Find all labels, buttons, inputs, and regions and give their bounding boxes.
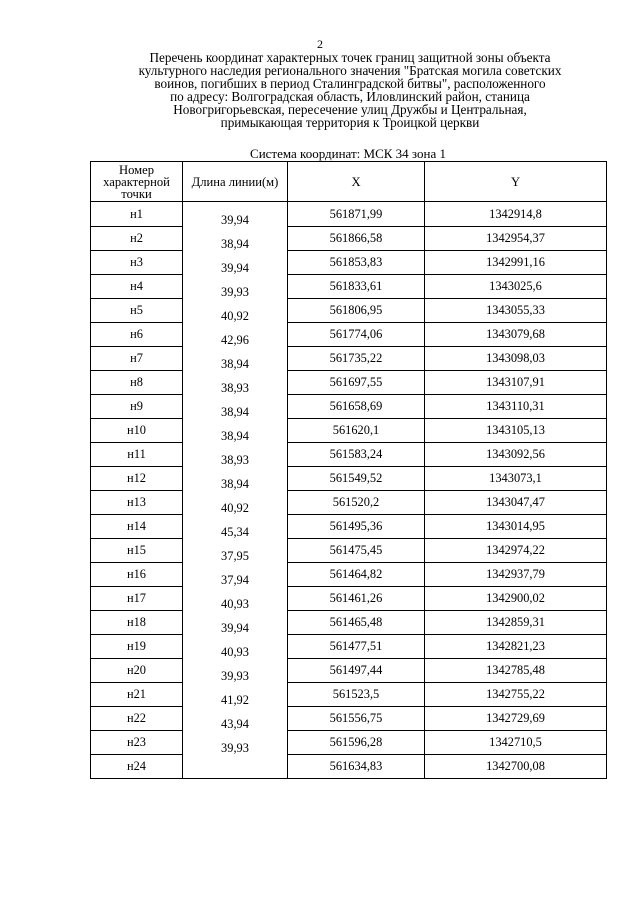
x-coordinate: 561735,22 bbox=[288, 346, 425, 370]
point-name: н12 bbox=[91, 466, 183, 490]
table-row bbox=[91, 658, 607, 670]
y-coordinate: 1342821,23 bbox=[425, 634, 607, 658]
x-coordinate: 561833,61 bbox=[288, 274, 425, 298]
y-coordinate: 1342991,16 bbox=[425, 250, 607, 274]
line-length: 38,93 bbox=[183, 454, 288, 466]
line-length: 37,95 bbox=[183, 550, 288, 562]
table-row bbox=[91, 298, 607, 310]
point-name: н16 bbox=[91, 562, 183, 586]
y-coordinate: 1342729,69 bbox=[425, 706, 607, 730]
x-coordinate: 561871,99 bbox=[288, 202, 425, 227]
x-coordinate: 561556,75 bbox=[288, 706, 425, 730]
y-coordinate: 1343107,91 bbox=[425, 370, 607, 394]
point-name: н23 bbox=[91, 730, 183, 754]
table-row bbox=[91, 634, 607, 646]
y-coordinate: 1343014,95 bbox=[425, 514, 607, 538]
line-length: 38,94 bbox=[183, 238, 288, 250]
document-title bbox=[95, 52, 605, 129]
line-length: 38,94 bbox=[183, 430, 288, 442]
header-y: Y bbox=[425, 162, 607, 202]
x-coordinate: 561634,83 bbox=[288, 754, 425, 779]
x-coordinate: 561774,06 bbox=[288, 322, 425, 346]
table-row bbox=[91, 706, 607, 718]
x-coordinate: 561583,24 bbox=[288, 442, 425, 466]
y-coordinate: 1342710,5 bbox=[425, 730, 607, 754]
line-length: 38,94 bbox=[183, 478, 288, 490]
line-length-blank bbox=[183, 754, 288, 766]
title-line: Новогригорьевская, пересечение улиц Дружбы и Центральная, bbox=[173, 101, 527, 117]
line-length: 38,93 bbox=[183, 382, 288, 394]
point-name: н10 bbox=[91, 418, 183, 442]
point-name: н5 bbox=[91, 298, 183, 322]
y-coordinate: 1342859,31 bbox=[425, 610, 607, 634]
y-coordinate: 1343079,68 bbox=[425, 322, 607, 346]
y-coordinate: 1342900,02 bbox=[425, 586, 607, 610]
title-line: Перечень координат характерных точек границ защитной зоны объекта bbox=[149, 50, 551, 65]
table-row bbox=[91, 490, 607, 502]
line-length: 43,94 bbox=[183, 718, 288, 730]
point-name: н9 bbox=[91, 394, 183, 418]
line-length: 45,34 bbox=[183, 526, 288, 538]
point-name: н17 bbox=[91, 586, 183, 610]
header-length: Длина линии(м) bbox=[183, 162, 288, 202]
point-name: н19 bbox=[91, 634, 183, 658]
point-name: н7 bbox=[91, 346, 183, 370]
coordinate-system-label: Система координат: МСК 34 зона 1 bbox=[250, 146, 446, 161]
point-name: н4 bbox=[91, 274, 183, 298]
y-coordinate: 1342954,37 bbox=[425, 226, 607, 250]
x-coordinate: 561461,26 bbox=[288, 586, 425, 610]
line-length: 37,94 bbox=[183, 574, 288, 586]
y-coordinate: 1343025,6 bbox=[425, 274, 607, 298]
point-name: н20 bbox=[91, 658, 183, 682]
line-length: 39,94 bbox=[183, 622, 288, 634]
y-coordinate: 1343073,1 bbox=[425, 466, 607, 490]
x-coordinate: 561866,58 bbox=[288, 226, 425, 250]
table-row bbox=[91, 730, 607, 742]
table-header-row bbox=[91, 162, 607, 202]
table-row bbox=[91, 682, 607, 694]
y-coordinate: 1343047,47 bbox=[425, 490, 607, 514]
line-length: 39,94 bbox=[183, 262, 288, 274]
x-coordinate: 561520,2 bbox=[288, 490, 425, 514]
y-coordinate: 1342974,22 bbox=[425, 538, 607, 562]
line-length: 38,94 bbox=[183, 358, 288, 370]
title-line: по адресу: Волгоградская область, Иловлинский район, станица bbox=[170, 88, 530, 104]
x-coordinate: 561465,48 bbox=[288, 610, 425, 634]
point-name: н2 bbox=[91, 226, 183, 250]
x-coordinate: 561596,28 bbox=[288, 730, 425, 754]
line-length: 39,93 bbox=[183, 286, 288, 298]
x-coordinate: 561497,44 bbox=[288, 658, 425, 682]
table-row bbox=[91, 274, 607, 286]
table-row bbox=[91, 394, 607, 406]
point-name: н21 bbox=[91, 682, 183, 706]
x-coordinate: 561620,1 bbox=[288, 418, 425, 442]
table-row bbox=[91, 754, 607, 766]
line-length: 40,93 bbox=[183, 646, 288, 658]
title-line: примыкающая территория к Троицкой церкви bbox=[220, 114, 480, 130]
y-coordinate: 1343055,33 bbox=[425, 298, 607, 322]
line-length: 39,93 bbox=[183, 670, 288, 682]
point-name: н6 bbox=[91, 322, 183, 346]
y-coordinate: 1342755,22 bbox=[425, 682, 607, 706]
table-row bbox=[91, 250, 607, 262]
x-coordinate: 561495,36 bbox=[288, 514, 425, 538]
point-name: н24 bbox=[91, 754, 183, 779]
x-coordinate: 561523,5 bbox=[288, 682, 425, 706]
point-name: н18 bbox=[91, 610, 183, 634]
y-coordinate: 1342937,79 bbox=[425, 562, 607, 586]
y-coordinate: 1343105,13 bbox=[425, 418, 607, 442]
point-name: н3 bbox=[91, 250, 183, 274]
table-body bbox=[91, 202, 607, 779]
table-row bbox=[91, 202, 607, 215]
line-length: 40,92 bbox=[183, 502, 288, 514]
table-row bbox=[91, 418, 607, 430]
line-length: 39,93 bbox=[183, 742, 288, 754]
table-row bbox=[91, 562, 607, 574]
line-length: 38,94 bbox=[183, 406, 288, 418]
line-length: 41,92 bbox=[183, 694, 288, 706]
x-coordinate: 561658,69 bbox=[288, 394, 425, 418]
table-row bbox=[91, 322, 607, 334]
x-coordinate: 561806,95 bbox=[288, 298, 425, 322]
y-coordinate: 1342914,8 bbox=[425, 202, 607, 227]
x-coordinate: 561549,52 bbox=[288, 466, 425, 490]
coordinates-table bbox=[90, 161, 607, 779]
header-point: Номер характерной точки bbox=[91, 162, 183, 202]
line-length: 40,93 bbox=[183, 598, 288, 610]
table-row bbox=[91, 586, 607, 598]
table-row bbox=[91, 442, 607, 454]
point-name: н1 bbox=[91, 202, 183, 227]
table-row bbox=[91, 226, 607, 238]
line-length-blank bbox=[183, 766, 288, 779]
point-name: н13 bbox=[91, 490, 183, 514]
x-coordinate: 561697,55 bbox=[288, 370, 425, 394]
x-coordinate: 561464,82 bbox=[288, 562, 425, 586]
point-name: н15 bbox=[91, 538, 183, 562]
header-x: X bbox=[288, 162, 425, 202]
point-name: н14 bbox=[91, 514, 183, 538]
y-coordinate: 1342700,08 bbox=[425, 754, 607, 779]
table-row bbox=[91, 466, 607, 478]
line-length: 39,94 bbox=[183, 214, 288, 226]
point-name: н22 bbox=[91, 706, 183, 730]
point-name: н8 bbox=[91, 370, 183, 394]
y-coordinate: 1343092,56 bbox=[425, 442, 607, 466]
line-length: 42,96 bbox=[183, 334, 288, 346]
point-name: н11 bbox=[91, 442, 183, 466]
x-coordinate: 561475,45 bbox=[288, 538, 425, 562]
title-line: воинов, погибших в период Сталинградской битвы", расположенного bbox=[154, 75, 546, 91]
y-coordinate: 1342785,48 bbox=[425, 658, 607, 682]
table-row bbox=[91, 514, 607, 526]
x-coordinate: 561477,51 bbox=[288, 634, 425, 658]
title-line: культурного наследия регионального значения "Братская могила советских bbox=[138, 62, 562, 78]
table-row bbox=[91, 370, 607, 382]
table-row bbox=[91, 346, 607, 358]
y-coordinate: 1343098,03 bbox=[425, 346, 607, 370]
table-row bbox=[91, 538, 607, 550]
table-row bbox=[91, 610, 607, 622]
line-length: 40,92 bbox=[183, 310, 288, 322]
y-coordinate: 1343110,31 bbox=[425, 394, 607, 418]
x-coordinate: 561853,83 bbox=[288, 250, 425, 274]
page-number: 2 bbox=[317, 37, 323, 51]
